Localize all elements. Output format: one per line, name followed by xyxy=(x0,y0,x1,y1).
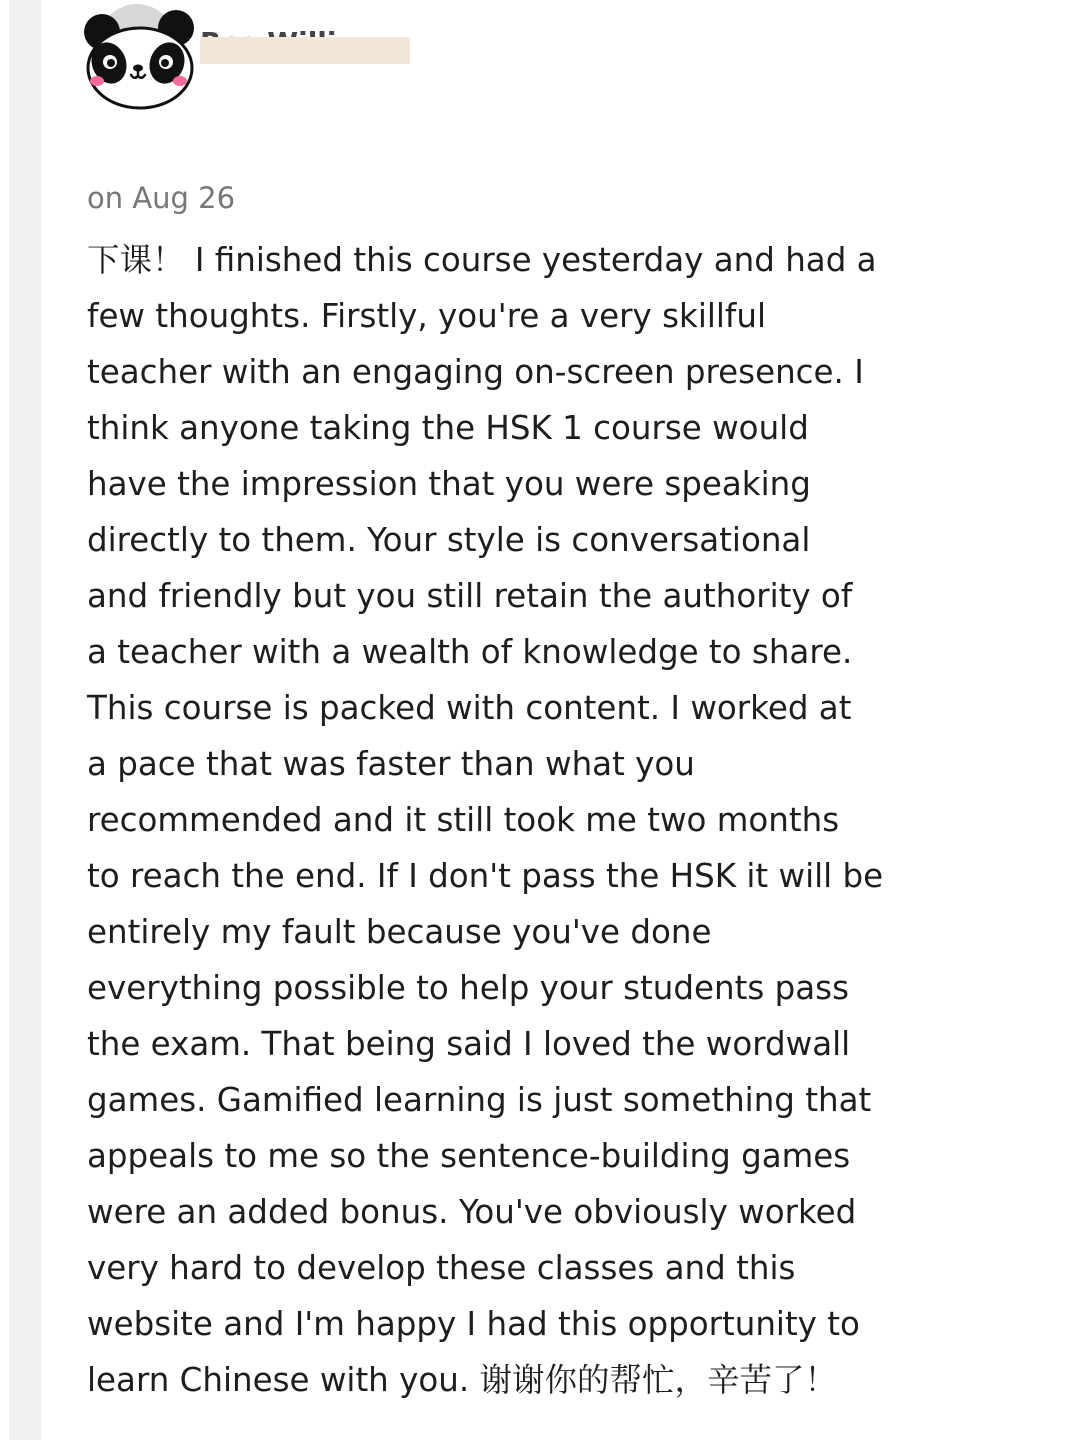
review-line: think anyone taking the HSK 1 course would xyxy=(87,409,809,447)
review-line: very hard to develop these classes and this xyxy=(87,1249,796,1287)
left-gutter xyxy=(9,0,41,1440)
review-line: This course is packed with content. I worked at xyxy=(87,689,852,727)
review-line: games. Gamified learning is just something that xyxy=(87,1081,872,1119)
panda-avatar-icon[interactable] xyxy=(82,2,200,112)
review-date: on Aug 26 xyxy=(87,181,236,215)
review-line: 下课！ I finished this course yesterday and had a xyxy=(87,241,877,279)
review-line: and friendly but you still retain the authority of xyxy=(87,577,853,615)
review-line: website and I'm happy I had this opportunity to xyxy=(87,1305,860,1343)
review-line: appeals to me so the sentence-building games xyxy=(87,1137,851,1175)
review-line: recommended and it still took me two months xyxy=(87,801,840,839)
name-redaction-bar xyxy=(200,37,410,64)
review-line: entirely my fault because you've done xyxy=(87,913,712,951)
review-line: teacher with an engaging on-screen presence. I xyxy=(87,353,864,391)
review-line: to reach the end. If I don't pass the HSK it will be xyxy=(87,857,884,895)
review-line: everything possible to help your students pass xyxy=(87,969,850,1007)
reviewer-name-redacted xyxy=(200,26,412,66)
review-line: directly to them. Your style is conversational xyxy=(87,521,811,559)
review-line: few thoughts. Firstly, you're a very skillful xyxy=(87,297,766,335)
review-line: learn Chinese with you. 谢谢你的帮忙，辛苦了！ xyxy=(87,1361,837,1399)
review-text xyxy=(87,232,897,1408)
review-line: the exam. That being said I loved the wordwall xyxy=(87,1025,851,1063)
review-line: have the impression that you were speaking xyxy=(87,465,811,503)
review-line: a teacher with a wealth of knowledge to share. xyxy=(87,633,853,671)
review-line: a pace that was faster than what you xyxy=(87,745,695,783)
review-line: were an added bonus. You've obviously worked xyxy=(87,1193,857,1231)
left-edge-strip xyxy=(0,0,9,1440)
